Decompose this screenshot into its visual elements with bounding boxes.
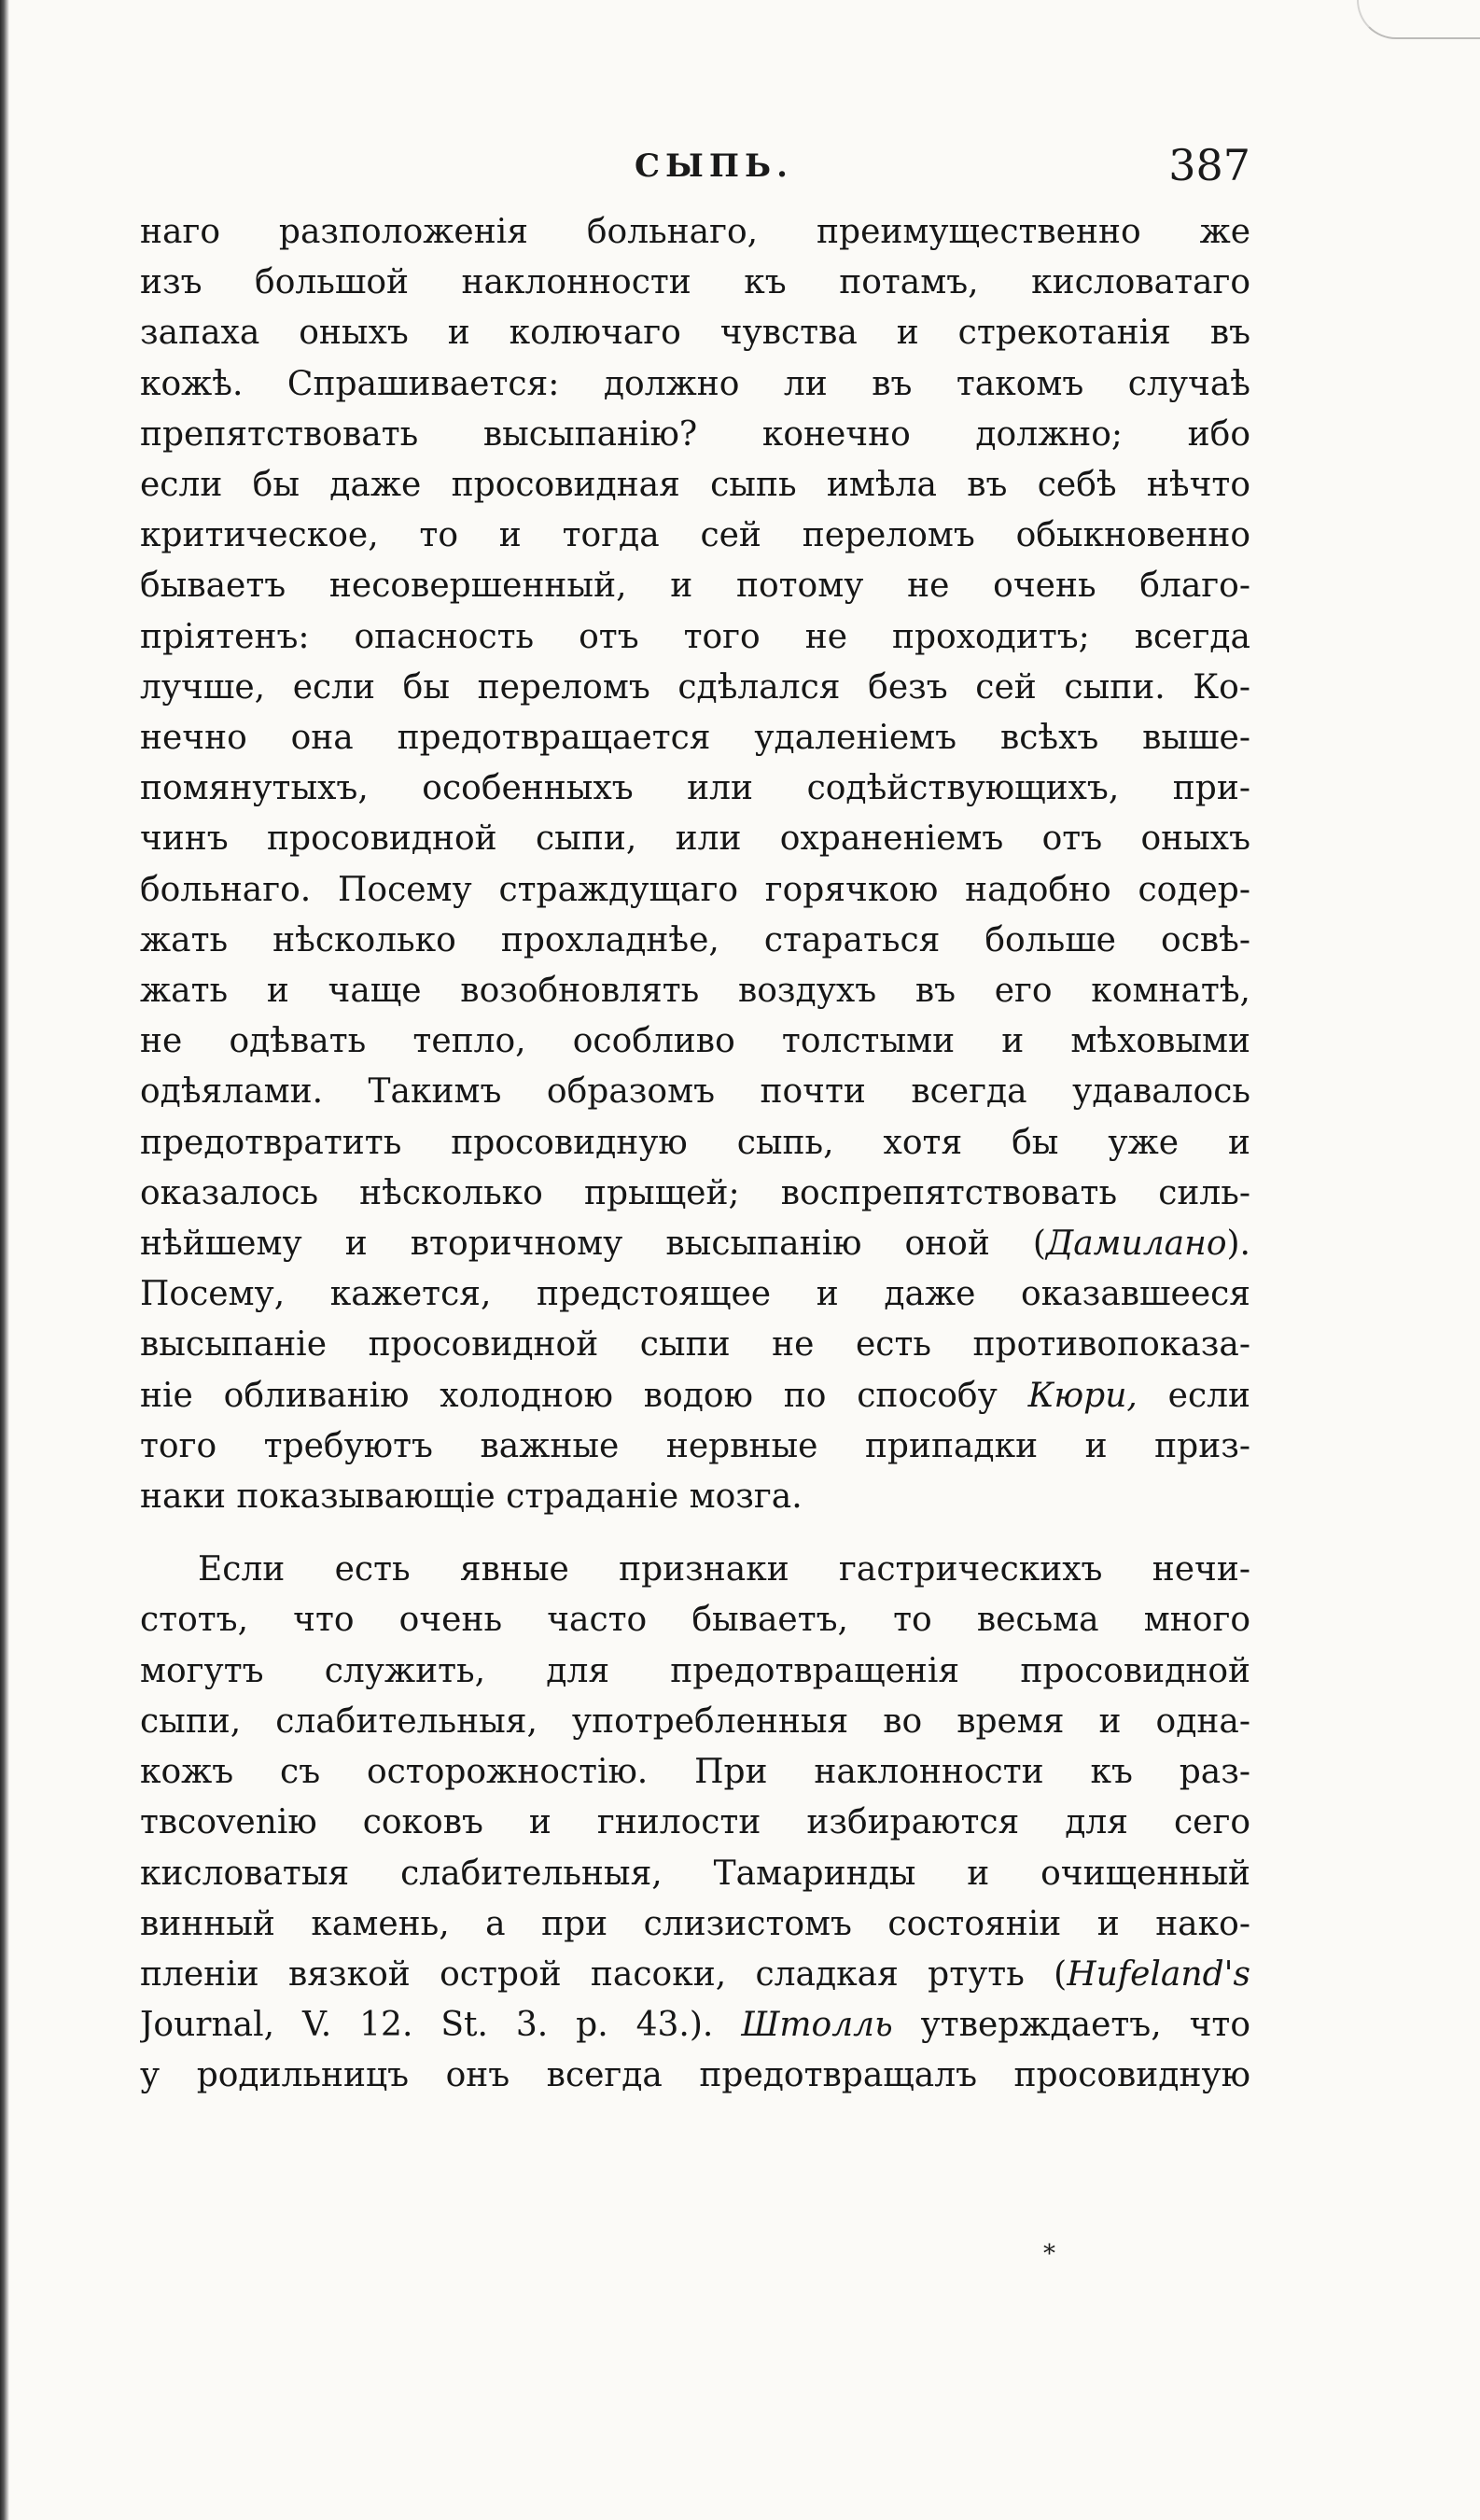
author-name-stoll: Штолль <box>741 2006 893 2045</box>
text-line: жать и чаще возобновлять воздухъ въ его комнатѣ, <box>140 972 1250 1011</box>
text-line: запаха оныхъ и колючаго чувства и стрекотанія въ <box>140 314 1250 353</box>
text-line: Посему, кажется, предстоящее и даже оказавшееся <box>140 1275 1250 1314</box>
running-header <box>140 140 1250 196</box>
text-line: того требуютъ важные нервные припадки и приз- <box>140 1426 1250 1465</box>
paragraph-2 <box>140 1545 1250 1950</box>
text-line: Если есть явные признаки гастрическихъ нечи- <box>198 1550 1250 1589</box>
text-line: сыпи, слабительныя, употребленныя во время и одна- <box>140 1701 1250 1741</box>
signature-mark: * <box>1043 2240 1055 2268</box>
text-line: винный камень, а при слизистомъ состояніи и нако- <box>140 1904 1250 1943</box>
text-line: нѣйшему и вторичному высыпанію оной (Дамилано). <box>140 1225 1250 1264</box>
text-line: жать нѣсколько прохладнѣе, стараться больше освѣ- <box>140 920 1250 959</box>
text-line: ніе обливанію холодною водою по способу Кюри, если <box>140 1376 1250 1415</box>
page-edge <box>0 0 9 2520</box>
text-line: если бы даже просовидная сыпь имѣла въ себѣ нѣчто <box>140 466 1250 505</box>
text-line: больнаго. Посему страждущаго горячкою надобно содер- <box>140 870 1250 909</box>
text-line: наки показывающіе страданіе мозга. <box>140 1477 803 1517</box>
text-line: кожъ съ осторожностію. При наклонности къ раз- <box>140 1753 1250 1792</box>
text-line: стотъ, что очень часто бываетъ, то весьма много <box>140 1601 1250 1640</box>
text-line: у родильницъ онъ всегда предотвращалъ просовидную <box>140 2056 1250 2095</box>
body-text <box>140 207 1250 2102</box>
author-name-curie: Кюри, <box>1027 1376 1138 1415</box>
text-line: могутъ служить, для предотвращенія просовидной <box>140 1651 1250 1690</box>
page-number: 387 <box>1168 140 1250 190</box>
text-line: не одѣвать тепло, особливо толстыми и мѣховыми <box>140 1022 1250 1061</box>
paragraph-1 <box>140 207 1250 1219</box>
text-line: нечно она предотвращается удаленіемъ всѣхъ выше- <box>140 719 1250 758</box>
text-line: помянутыхъ, особенныхъ или содѣйствующихъ, при- <box>140 769 1250 808</box>
corner-stain <box>1357 0 1480 39</box>
text-line: критическое, то и тогда сей переломъ обыкновенно <box>140 516 1250 555</box>
text-line: твcovenію соковъ и гнилости избираются для сего <box>140 1803 1250 1842</box>
text-line: одѣялами. Такимъ образомъ почти всегда удавалось <box>140 1072 1250 1112</box>
text-line: предотвратить просовидную сыпь, хотя бы уже и <box>140 1123 1250 1162</box>
text-line: наго разположенія больнаго, преимущественно же <box>140 213 1250 251</box>
text-line: препятствовать высыпанію? конечно должно; ибо <box>140 414 1250 454</box>
text-line: оказалось нѣсколько прыщей; воспрепятствовать силь- <box>140 1173 1250 1212</box>
text-line: пленіи вязкой острой пасоки, сладкая ртуть (Hufeland's <box>140 1954 1250 1994</box>
text-line: лучше, если бы переломъ сдѣлался безъ сей сыпи. Ко- <box>140 667 1250 707</box>
text-line: высыпаніе просовидной сыпи не есть противопоказа- <box>140 1325 1250 1365</box>
text-line: кожѣ. Спрашивается: должно ли въ такомъ случаѣ <box>140 364 1250 403</box>
text-line: чинъ просовидной сыпи, или охраненіемъ отъ оныхъ <box>140 819 1250 859</box>
author-name-damilano: Дамилано <box>1045 1225 1227 1264</box>
text-line: бываетъ несовершенный, и потому не очень благо- <box>140 567 1250 606</box>
text-line: Journal, V. 12. St. 3. p. 43.). Штолль утверждаетъ, что <box>140 2006 1250 2045</box>
text-line: изъ большой наклонности къ потамъ, кисловатаго <box>140 263 1250 302</box>
text-line: пріятенъ: опасность отъ того не проходитъ; всегда <box>140 617 1250 656</box>
citation-hufeland: Hufeland's <box>1067 1954 1250 1994</box>
running-title: СЫПЬ. <box>635 147 793 185</box>
text-line: кисловатыя слабительныя, Тамаринды и очищенный <box>140 1854 1250 1893</box>
paragraph-gap <box>140 1522 1250 1545</box>
